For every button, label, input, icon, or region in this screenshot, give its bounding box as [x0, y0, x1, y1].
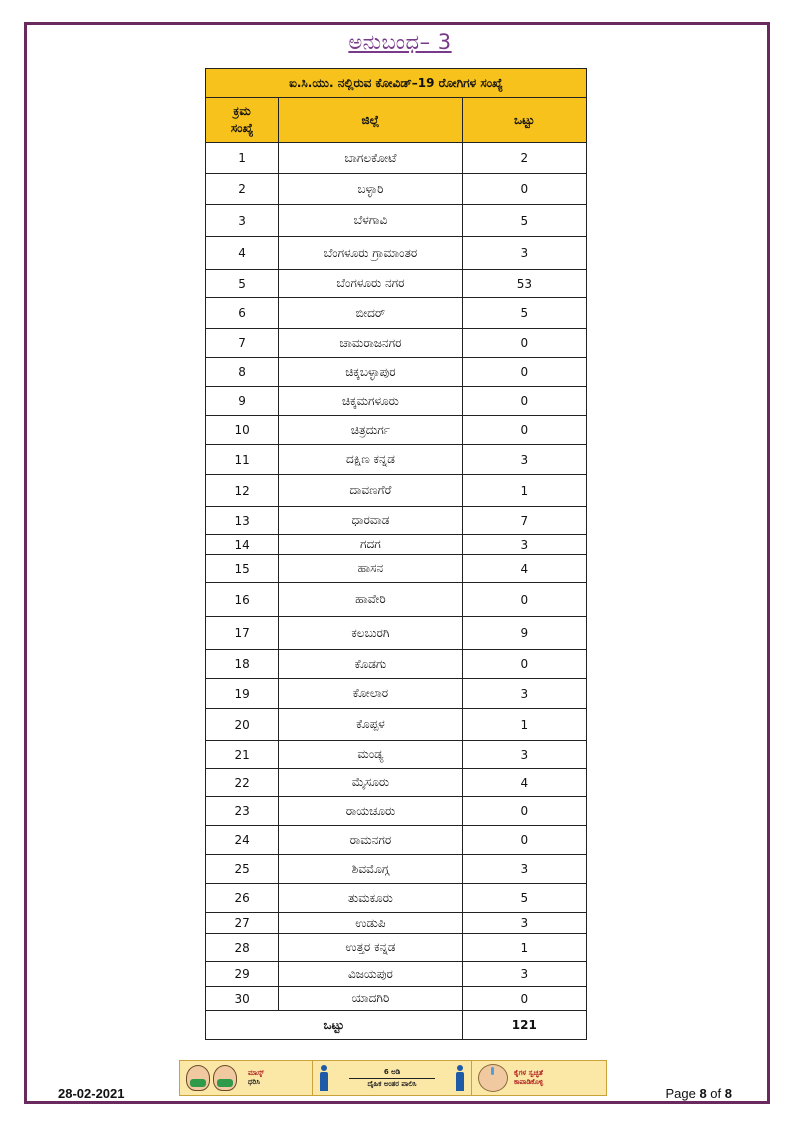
- sl-no-cell: 4: [206, 237, 279, 270]
- district-cell: ಮಂಡ್ಯ: [279, 741, 462, 769]
- district-header: ಜಿಲ್ಲೆ: [279, 98, 462, 143]
- table-row: [206, 358, 587, 387]
- total-cell: 2: [462, 143, 586, 174]
- district-cell: ಕೊಡಗು: [279, 650, 462, 679]
- sl-no-cell: 19: [206, 679, 279, 709]
- sl-no-cell: 6: [206, 298, 279, 329]
- total-cell: 1: [462, 475, 586, 507]
- total-cell: 1: [462, 709, 586, 741]
- total-cell: 3: [462, 962, 586, 987]
- table-body: [206, 143, 587, 1011]
- total-cell: 5: [462, 884, 586, 913]
- district-cell: ಹಾಸನ: [279, 555, 462, 583]
- sl-no-cell: 9: [206, 387, 279, 416]
- table-row: [206, 709, 587, 741]
- district-cell: ಚಿಕ್ಕಬಳ್ಳಾಪುರ: [279, 358, 462, 387]
- total-cell: 9: [462, 617, 586, 650]
- district-cell: ಯಾದಗಿರಿ: [279, 987, 462, 1011]
- sl-no-cell: 10: [206, 416, 279, 445]
- total-cell: 4: [462, 555, 586, 583]
- sl-no-cell: 1: [206, 143, 279, 174]
- district-cell: ಧಾರವಾಡ: [279, 507, 462, 535]
- total-cell: 0: [462, 987, 586, 1011]
- mask-line1: ಮಾಸ್ಕ್: [248, 1069, 264, 1077]
- sl-no-cell: 14: [206, 535, 279, 555]
- sl-no-cell: 15: [206, 555, 279, 583]
- hygiene-line2: ಕಾಪಾಡಿಕೊಳ್ಳಿ: [514, 1078, 544, 1086]
- table-row: [206, 555, 587, 583]
- sl-no-cell: 23: [206, 797, 279, 826]
- table-row: [206, 237, 587, 270]
- district-cell: ಉಡುಪಿ: [279, 913, 462, 934]
- total-cell: 0: [462, 826, 586, 855]
- district-cell: ಕಲಬುರಗಿ: [279, 617, 462, 650]
- district-cell: ಕೋಲಾರ: [279, 679, 462, 709]
- total-cell: 3: [462, 535, 586, 555]
- sl-no-cell: 18: [206, 650, 279, 679]
- total-cell: 3: [462, 679, 586, 709]
- sl-no-cell: 12: [206, 475, 279, 507]
- table-row: [206, 535, 587, 555]
- sl-no-cell: 5: [206, 270, 279, 298]
- distance-value: 6 ಅಡಿ: [383, 1067, 401, 1076]
- total-cell: 4: [462, 769, 586, 797]
- table-row: [206, 741, 587, 769]
- district-cell: ಬಾಗಲಕೋಟೆ: [279, 143, 462, 174]
- table-row: [206, 270, 587, 298]
- total-cell: 3: [462, 913, 586, 934]
- total-cell: 3: [462, 741, 586, 769]
- page-prefix: Page: [665, 1086, 696, 1101]
- masked-woman-icon: [213, 1065, 237, 1091]
- table-row: [206, 445, 587, 475]
- document-date: 28-02-2021: [58, 1086, 125, 1101]
- district-cell: ಹಾವೇರಿ: [279, 583, 462, 617]
- sl-no-cell: 30: [206, 987, 279, 1011]
- sl-no-cell: 26: [206, 884, 279, 913]
- sl-no-cell: 22: [206, 769, 279, 797]
- total-cell: 0: [462, 387, 586, 416]
- table-row: [206, 174, 587, 205]
- total-cell: 5: [462, 298, 586, 329]
- total-cell: 0: [462, 797, 586, 826]
- table-row: [206, 475, 587, 507]
- district-cell: ಕೊಪ್ಪಳ: [279, 709, 462, 741]
- district-cell: ಚಿತ್ರದುರ್ಗ: [279, 416, 462, 445]
- district-cell: ಚಾಮರಾಜನಗರ: [279, 329, 462, 358]
- table-row: [206, 769, 587, 797]
- total-cell: 7: [462, 507, 586, 535]
- table-row: [206, 205, 587, 237]
- covid-guidelines-banner: [179, 1060, 607, 1096]
- table-row: [206, 416, 587, 445]
- sl-no-cell: 13: [206, 507, 279, 535]
- total-cell: 3: [462, 237, 586, 270]
- district-cell: ಬಳ್ಳಾರಿ: [279, 174, 462, 205]
- total-cell: 0: [462, 650, 586, 679]
- mask-segment: [180, 1061, 312, 1095]
- sl-header-line1: ಕ್ರಮ: [233, 104, 251, 118]
- page-number: [665, 1086, 732, 1101]
- table-row: [206, 797, 587, 826]
- table-row: [206, 934, 587, 962]
- district-cell: ರಾಮನಗರ: [279, 826, 462, 855]
- table-row: [206, 855, 587, 884]
- distance-text: ದೈಹಿಕ ಅಂತರ ಪಾಲಿಸಿ: [367, 1079, 417, 1088]
- sl-no-cell: 2: [206, 174, 279, 205]
- total-cell: 3: [462, 855, 586, 884]
- sl-no-cell: 16: [206, 583, 279, 617]
- total-cell: 0: [462, 583, 586, 617]
- table-row: [206, 298, 587, 329]
- total-header: ಒಟ್ಟು: [462, 98, 586, 143]
- page-of: of: [710, 1086, 722, 1101]
- district-cell: ಬೀದರ್: [279, 298, 462, 329]
- total-cell: 0: [462, 329, 586, 358]
- district-cell: ಶಿವಮೊಗ್ಗ: [279, 855, 462, 884]
- total-cell: 1: [462, 934, 586, 962]
- sl-no-cell: 29: [206, 962, 279, 987]
- table-row: [206, 650, 587, 679]
- hand-wash-icon: [478, 1064, 508, 1092]
- sl-no-cell: 3: [206, 205, 279, 237]
- total-cell: 0: [462, 174, 586, 205]
- mask-line2: ಧರಿಸಿ: [248, 1078, 260, 1086]
- table-row: [206, 913, 587, 934]
- total-cell: 0: [462, 358, 586, 387]
- annexure-heading: ಅನುಬಂಧ– 3: [348, 30, 452, 54]
- sl-no-cell: 17: [206, 617, 279, 650]
- page-total: 8: [724, 1086, 732, 1101]
- sl-no-cell: 20: [206, 709, 279, 741]
- distance-segment: [312, 1061, 472, 1095]
- masked-man-icon: [186, 1065, 210, 1091]
- table-row: [206, 884, 587, 913]
- sl-no-header: [206, 98, 279, 143]
- district-cell: ತುಮಕೂರು: [279, 884, 462, 913]
- total-cell: 3: [462, 445, 586, 475]
- sl-no-cell: 8: [206, 358, 279, 387]
- person-right-icon: [455, 1065, 465, 1091]
- table-row: [206, 987, 587, 1011]
- district-cell: ಉತ್ತರ ಕನ್ನಡ: [279, 934, 462, 962]
- table-row: [206, 329, 587, 358]
- person-left-icon: [319, 1065, 329, 1091]
- table-row: [206, 617, 587, 650]
- icu-patients-table: [205, 68, 587, 1040]
- table-row: [206, 962, 587, 987]
- table-title: ಐ.ಸಿ.ಯು. ನಲ್ಲಿರುವ ಕೋವಿಡ್–19 ರೋಗಿಗಳ ಸಂಖ್ಯೆ: [206, 69, 587, 98]
- hygiene-segment: [472, 1061, 606, 1095]
- sl-no-cell: 25: [206, 855, 279, 884]
- district-cell: ಬೆಳಗಾವಿ: [279, 205, 462, 237]
- district-cell: ಬೆಂಗಳೂರು ನಗರ: [279, 270, 462, 298]
- district-cell: ಗದಗ: [279, 535, 462, 555]
- grand-total-label: ಒಟ್ಟು: [206, 1011, 463, 1040]
- sl-no-cell: 11: [206, 445, 279, 475]
- sl-no-cell: 21: [206, 741, 279, 769]
- district-cell: ವಿಜಯಪುರ: [279, 962, 462, 987]
- table-row: [206, 143, 587, 174]
- sl-header-line2: ಸಂಖ್ಯೆ: [230, 121, 254, 135]
- grand-total-value: 121: [462, 1011, 586, 1040]
- distance-arrow-icon: [349, 1078, 435, 1079]
- total-cell: 53: [462, 270, 586, 298]
- table-row: [206, 826, 587, 855]
- district-cell: ಮೈಸೂರು: [279, 769, 462, 797]
- district-cell: ದಾವಣಗೆರೆ: [279, 475, 462, 507]
- total-cell: 0: [462, 416, 586, 445]
- hygiene-line1: ಕೈಗಳ ಸ್ವಚ್ಛತೆ: [514, 1069, 543, 1077]
- sl-no-cell: 27: [206, 913, 279, 934]
- page-current: 8: [699, 1086, 707, 1101]
- table-row: [206, 583, 587, 617]
- district-cell: ರಾಯಚೂರು: [279, 797, 462, 826]
- sl-no-cell: 7: [206, 329, 279, 358]
- table-row: [206, 679, 587, 709]
- district-cell: ಚಿಕ್ಕಮಗಳೂರು: [279, 387, 462, 416]
- table-row: [206, 387, 587, 416]
- sl-no-cell: 28: [206, 934, 279, 962]
- district-cell: ದಕ್ಷಿಣ ಕನ್ನಡ: [279, 445, 462, 475]
- total-cell: 5: [462, 205, 586, 237]
- district-cell: ಬೆಂಗಳೂರು ಗ್ರಾಮಾಂತರ: [279, 237, 462, 270]
- sl-no-cell: 24: [206, 826, 279, 855]
- table-row: [206, 507, 587, 535]
